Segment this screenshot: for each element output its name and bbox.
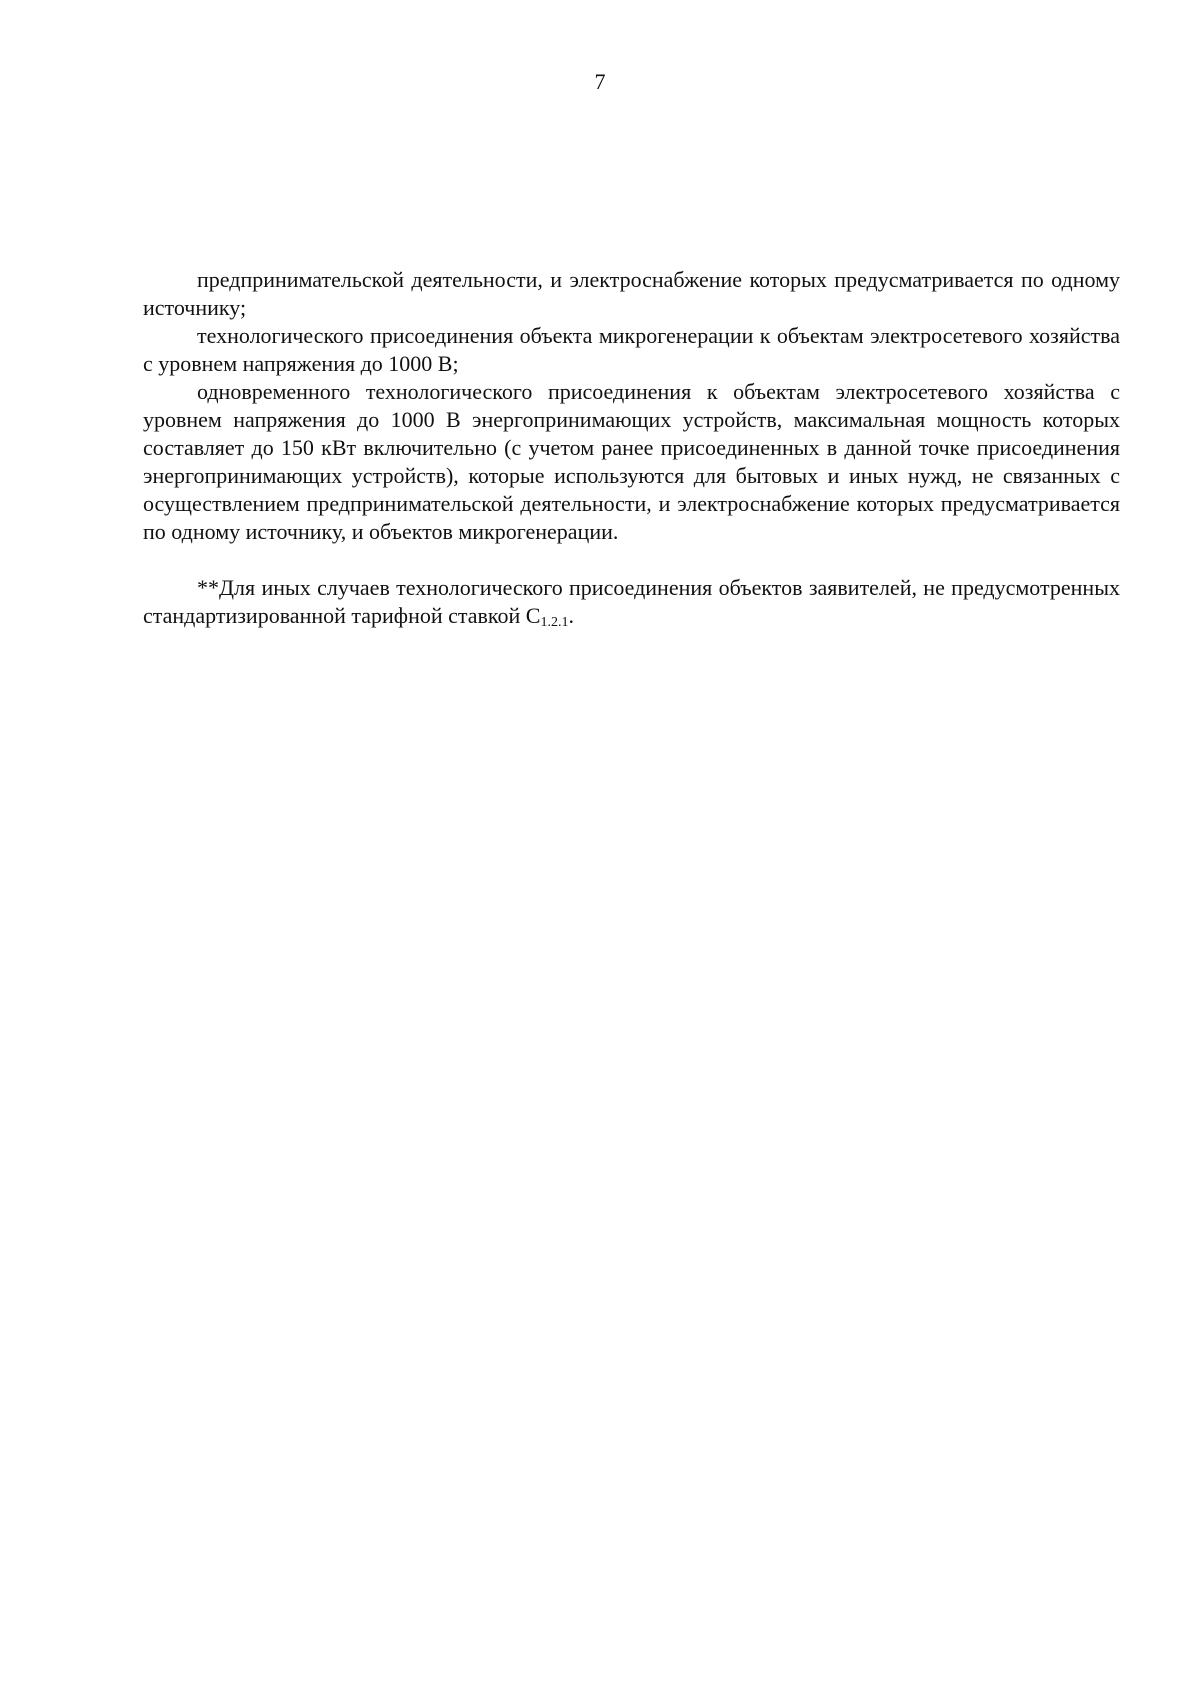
tariff-subscript: 1.2.1 (540, 615, 569, 630)
paragraph-2: технологического присоединения объекта микрогенерации к объектам электросетевого хозяйства с уровнем напряжения до 1000 В; (143, 323, 1120, 376)
footnote-paragraph (143, 574, 1120, 630)
paragraph-1: предпринимательской деятельности, и электроснабжение которых предусматривается по одному источнику; (143, 267, 1120, 320)
paragraph-3: одновременного технологического присоединения к объектам электросетевого хозяйства с уровнем напряжения до 1000 В энергопринимающих устройств, максимальная мощность которых составляет до 150 кВт включительно (с учетом ранее присоединенных в данной точке присоединения энергопринимающих устройств), которые используются для бытовых и иных нужд, не связанных с осуществлением предпринимательской деятельности, и электроснабжение которых предусматривается по одному источнику, и объектов микрогенерации. (143, 379, 1120, 544)
page-number: 7 (594, 69, 606, 94)
footnote-text: **Для иных случаев технологического присоединения объектов заявителей, не предусмотренных стандартизированной тарифной ставкой С (143, 575, 1120, 628)
footnote-end: . (568, 603, 574, 628)
document-body (143, 266, 1120, 630)
